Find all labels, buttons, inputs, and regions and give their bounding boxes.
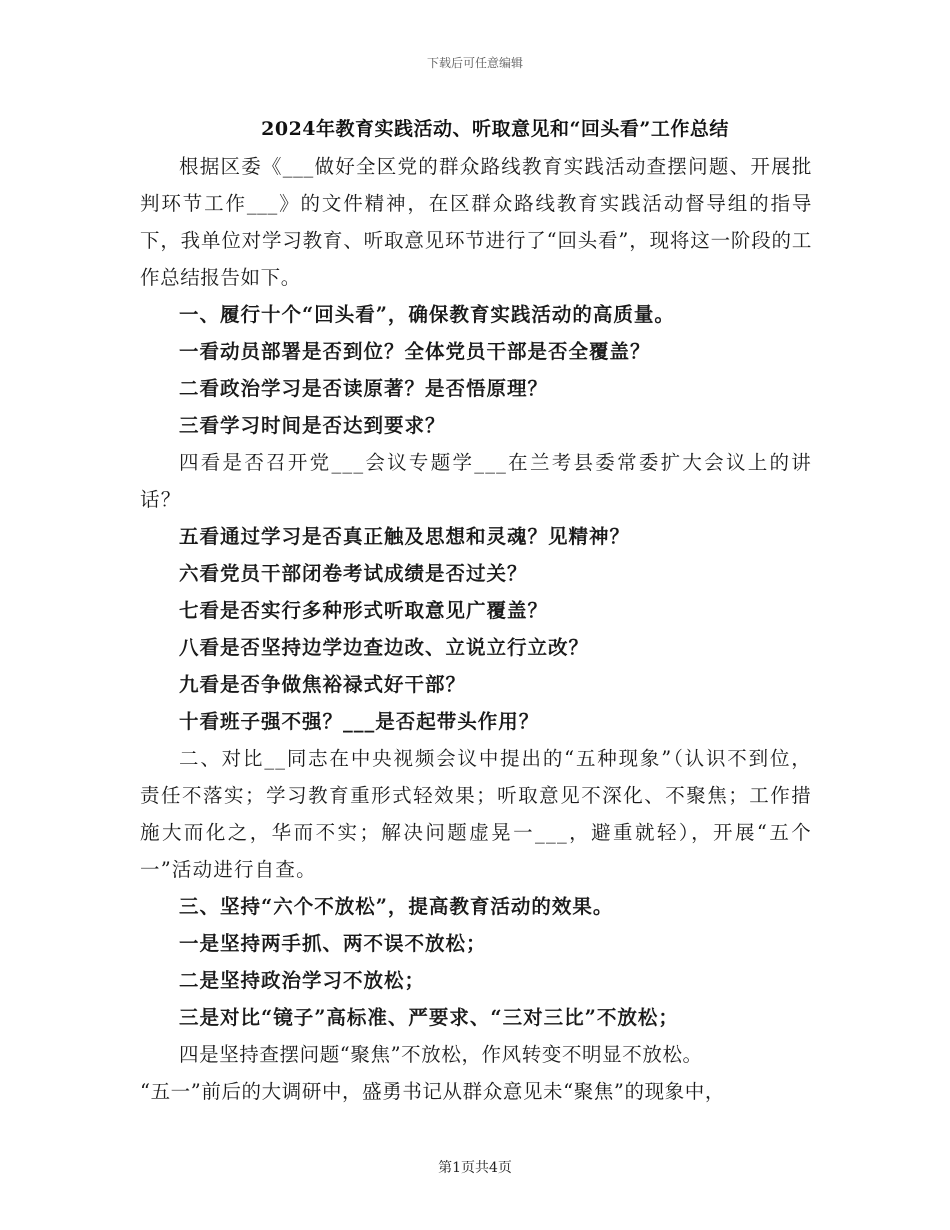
measure-item-3: 三是对比“镜子”高标准、严要求、“三对三比”不放松；: [179, 1006, 679, 1029]
document-title: 2024年教育实践活动、听取意见和“回头看”工作总结: [261, 118, 729, 140]
heading-section-1: 一、履行十个“回头看”，确保教育实践活动的高质量。: [179, 303, 675, 326]
review-item-5: 五看通过学习是否真正触及思想和灵魂？见精神？: [179, 525, 631, 548]
review-item-1: 一看动员部署是否到位？全体党员干部是否全覆盖？: [179, 340, 651, 363]
page-number: 第1页共4页: [438, 1160, 512, 1176]
document-body: [140, 148, 812, 1110]
header-note: 下载后可任意编辑: [426, 56, 523, 70]
review-item-9: 九看是否争做焦裕禄式好干部？: [179, 673, 467, 696]
review-item-8: 八看是否坚持边学边查边改、立说立行立改？: [179, 636, 590, 659]
review-item-4: 四看是否召开党___会议专题学___在兰考县委常委扩大会议上的讲话？: [140, 451, 812, 511]
measure-item-4: 四是坚持查摆问题“聚焦”不放松，作风转变不明显不放松。: [179, 1043, 703, 1066]
heading-section-3: 三、坚持“六个不放松”，提高教育活动的效果。: [179, 895, 614, 918]
review-item-2: 二看政治学习是否读原著？是否悟原理？: [179, 377, 549, 400]
paragraph-intro: 根据区委《___做好全区党的群众路线教育实践活动查摆问题、开展批判环节工作___》的文件精神，在区群众路线教育实践活动督导组的指导下，我单位对学习教育、听取意见环节进行了“回头看”，现将这一阶段的工作总结报告如下。: [140, 155, 812, 289]
measure-item-2: 二是坚持政治学习不放松；: [179, 969, 426, 992]
paragraph-section-2: 二、对比__同志在中央视频会议中提出的“五种现象”（认识不到位，责任不落实；学习教育重形式轻效果；听取意见不深化、不聚焦；工作措施大而化之，华而不实；解决问题虚晃一___，避重就轻），开展“五个一”活动进行自查。: [140, 747, 812, 881]
measure-item-1: 一是坚持两手抓、两不误不放松；: [179, 932, 487, 955]
paragraph-continuation: “五一”前后的大调研中，盛勇书记从群众意见未“聚焦”的现象中，: [140, 1080, 725, 1103]
review-item-7: 七看是否实行多种形式听取意见广覆盖？: [179, 599, 549, 622]
review-item-6: 六看党员干部闭卷考试成绩是否过关？: [179, 562, 528, 585]
review-item-10: 十看班子强不强？___是否起带头作用？: [179, 710, 540, 733]
review-item-3: 三看学习时间是否达到要求？: [179, 414, 446, 437]
